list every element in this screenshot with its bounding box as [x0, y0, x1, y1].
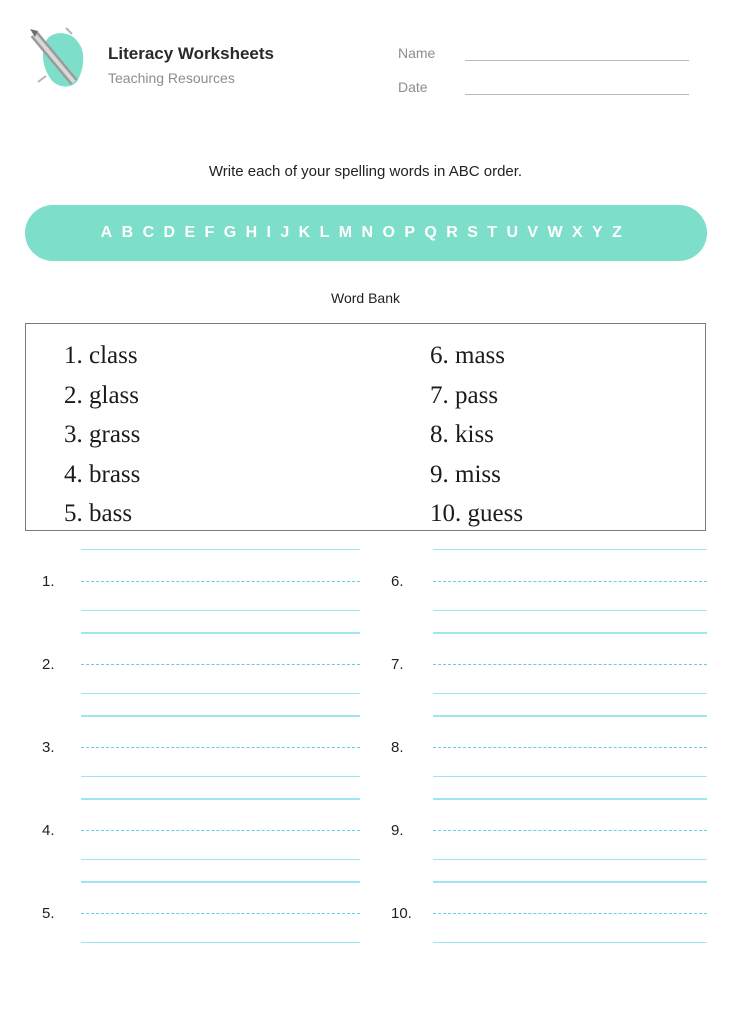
- word-bank-title: Word Bank: [331, 290, 400, 306]
- guide-descender-line[interactable]: [81, 716, 360, 717]
- answer-row-number: 4.: [42, 822, 55, 839]
- word-bank: [25, 323, 706, 531]
- guide-base-line[interactable]: [81, 693, 360, 694]
- answer-row-number: 5.: [42, 905, 55, 922]
- guide-mid-line[interactable]: [433, 913, 707, 914]
- guide-top-line[interactable]: [81, 881, 360, 882]
- pencil-on-blob-icon: [26, 24, 96, 90]
- brand-subtitle: Teaching Resources: [108, 70, 235, 86]
- answer-row-number: 8.: [391, 739, 404, 756]
- guide-top-line[interactable]: [81, 798, 360, 799]
- word-bank-item: 4. brass: [64, 461, 141, 488]
- guide-base-line[interactable]: [433, 693, 707, 694]
- guide-mid-line[interactable]: [81, 747, 360, 748]
- name-label: Name: [398, 45, 436, 61]
- word-bank-item: 3. grass: [64, 421, 141, 448]
- guide-descender-line[interactable]: [433, 799, 707, 800]
- guide-descender-line[interactable]: [433, 716, 707, 717]
- name-field[interactable]: [465, 60, 689, 61]
- guide-top-line[interactable]: [81, 549, 360, 550]
- answer-row-number: 1.: [42, 573, 55, 590]
- answer-row-number: 6.: [391, 573, 404, 590]
- guide-mid-line[interactable]: [81, 830, 360, 831]
- guide-top-line[interactable]: [81, 632, 360, 633]
- word-bank-item: 10. guess: [430, 500, 524, 527]
- guide-top-line[interactable]: [81, 715, 360, 716]
- guide-descender-line[interactable]: [433, 633, 707, 634]
- guide-top-line[interactable]: [433, 549, 707, 550]
- guide-base-line[interactable]: [433, 610, 707, 611]
- answer-row-number: 2.: [42, 656, 55, 673]
- guide-base-line[interactable]: [433, 942, 707, 943]
- answer-row-number: 3.: [42, 739, 55, 756]
- guide-base-line[interactable]: [81, 942, 360, 943]
- guide-base-line[interactable]: [81, 859, 360, 860]
- alphabet-bar: [25, 205, 707, 261]
- word-bank-item: 7. pass: [430, 382, 499, 409]
- guide-mid-line[interactable]: [81, 913, 360, 914]
- word-bank-item: 5. bass: [64, 500, 133, 527]
- guide-base-line[interactable]: [81, 776, 360, 777]
- guide-mid-line[interactable]: [433, 581, 707, 582]
- guide-base-line[interactable]: [81, 610, 360, 611]
- guide-top-line[interactable]: [433, 632, 707, 633]
- alphabet-letters: ABCDEFGHIJKLMNOPQRSTUVWXYZ: [100, 224, 632, 241]
- guide-descender-line[interactable]: [81, 633, 360, 634]
- guide-base-line[interactable]: [433, 776, 707, 777]
- date-field[interactable]: [465, 94, 689, 95]
- word-bank-item: 6. mass: [430, 342, 505, 369]
- date-label: Date: [398, 79, 428, 95]
- answer-row-number: 10.: [391, 905, 412, 922]
- guide-mid-line[interactable]: [81, 581, 360, 582]
- answer-row-number: 7.: [391, 656, 404, 673]
- guide-descender-line[interactable]: [81, 882, 360, 883]
- guide-mid-line[interactable]: [433, 830, 707, 831]
- instruction-text: Write each of your spelling words in ABC order.: [208, 163, 523, 180]
- guide-descender-line[interactable]: [433, 882, 707, 883]
- guide-mid-line[interactable]: [81, 664, 360, 665]
- guide-top-line[interactable]: [433, 798, 707, 799]
- word-bank-item: 8. kiss: [430, 421, 494, 448]
- answer-row-number: 9.: [391, 822, 404, 839]
- guide-mid-line[interactable]: [433, 664, 707, 665]
- brand-title: Literacy Worksheets: [108, 44, 274, 63]
- word-bank-item: 1. class: [64, 342, 138, 369]
- guide-mid-line[interactable]: [433, 747, 707, 748]
- word-bank-item: 2. glass: [64, 382, 139, 409]
- word-bank-item: 9. miss: [430, 461, 501, 488]
- guide-top-line[interactable]: [433, 881, 707, 882]
- guide-top-line[interactable]: [433, 715, 707, 716]
- guide-base-line[interactable]: [433, 859, 707, 860]
- guide-descender-line[interactable]: [81, 799, 360, 800]
